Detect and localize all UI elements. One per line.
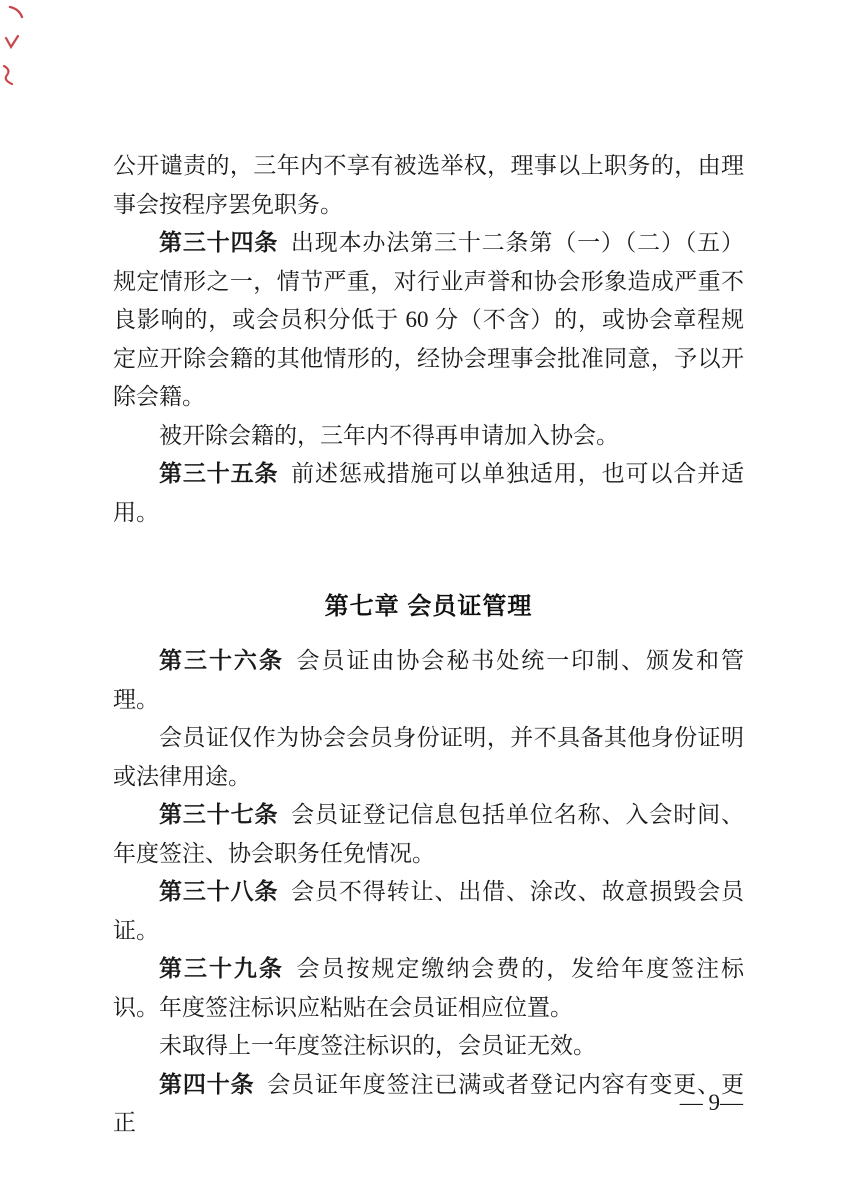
paragraph-text: 未取得上一年度签注标识的，会员证无效。 — [159, 1033, 596, 1058]
chapter-heading: 第七章 会员证管理 — [324, 593, 533, 620]
paragraph — [113, 642, 744, 719]
article-number: 第三十九条 — [159, 956, 284, 981]
paragraph-text: 前述惩戒措施可以单独适用，也可以合并适用。 — [113, 461, 745, 525]
paragraph — [113, 796, 744, 873]
paragraph-text: 会员证年度签注已满或者登记内容有变更、更正 — [113, 1071, 745, 1135]
article-number: 第四十条 — [159, 1071, 255, 1097]
paragraph-text: 公开谴责的，三年内不享有被选举权，理事以上职务的，由理事会按程序罢免职务。 — [113, 153, 744, 217]
paragraph-text: 出现本办法第三十二条第（一）（二）（五）规定情形之一，情节严重，对行业声誉和协会形象造成严重不良影响的，或会员积分低于 60 分（不含）的，或协会章程规定应开除会籍的其他情形的，经协会理事会批准同意，予以开除会籍。 — [113, 230, 745, 409]
paragraph — [113, 417, 744, 456]
page-number: — 9— — [679, 1090, 743, 1115]
paragraph — [113, 455, 744, 532]
paragraph — [113, 224, 744, 417]
paragraph — [113, 873, 744, 950]
paragraph — [113, 950, 744, 1027]
paragraph — [113, 719, 744, 796]
paragraph-text: 被开除会籍的，三年内不得再申请加入协会。 — [159, 422, 619, 448]
document-body — [113, 147, 744, 1143]
paragraph — [113, 1066, 744, 1143]
paragraph — [113, 147, 744, 224]
article-number: 第三十五条 — [159, 461, 279, 486]
article-number: 第三十六条 — [159, 648, 284, 673]
paragraph-text: 会员证仅作为协会会员身份证明，并不具备其他身份证明或法律用途。 — [113, 725, 744, 789]
article-number: 第三十八条 — [159, 879, 279, 904]
paragraph-text: 会员不得转让、出借、涂改、故意损毁会员证。 — [113, 879, 745, 943]
paragraph-text: 会员证由协会秘书处统一印制、颁发和管理。 — [113, 648, 745, 712]
paragraph — [113, 1027, 744, 1066]
article-number: 第三十四条 — [159, 230, 279, 255]
article-number: 第三十七条 — [159, 802, 279, 827]
paragraph-text: 会员按规定缴纳会费的，发给年度签注标识。年度签注标识应粘贴在会员证相应位置。 — [113, 956, 745, 1020]
paragraph-text: 会员证登记信息包括单位名称、入会时间、年度签注、协会职务任免情况。 — [113, 802, 745, 866]
red-ink-marks — [0, 0, 34, 96]
